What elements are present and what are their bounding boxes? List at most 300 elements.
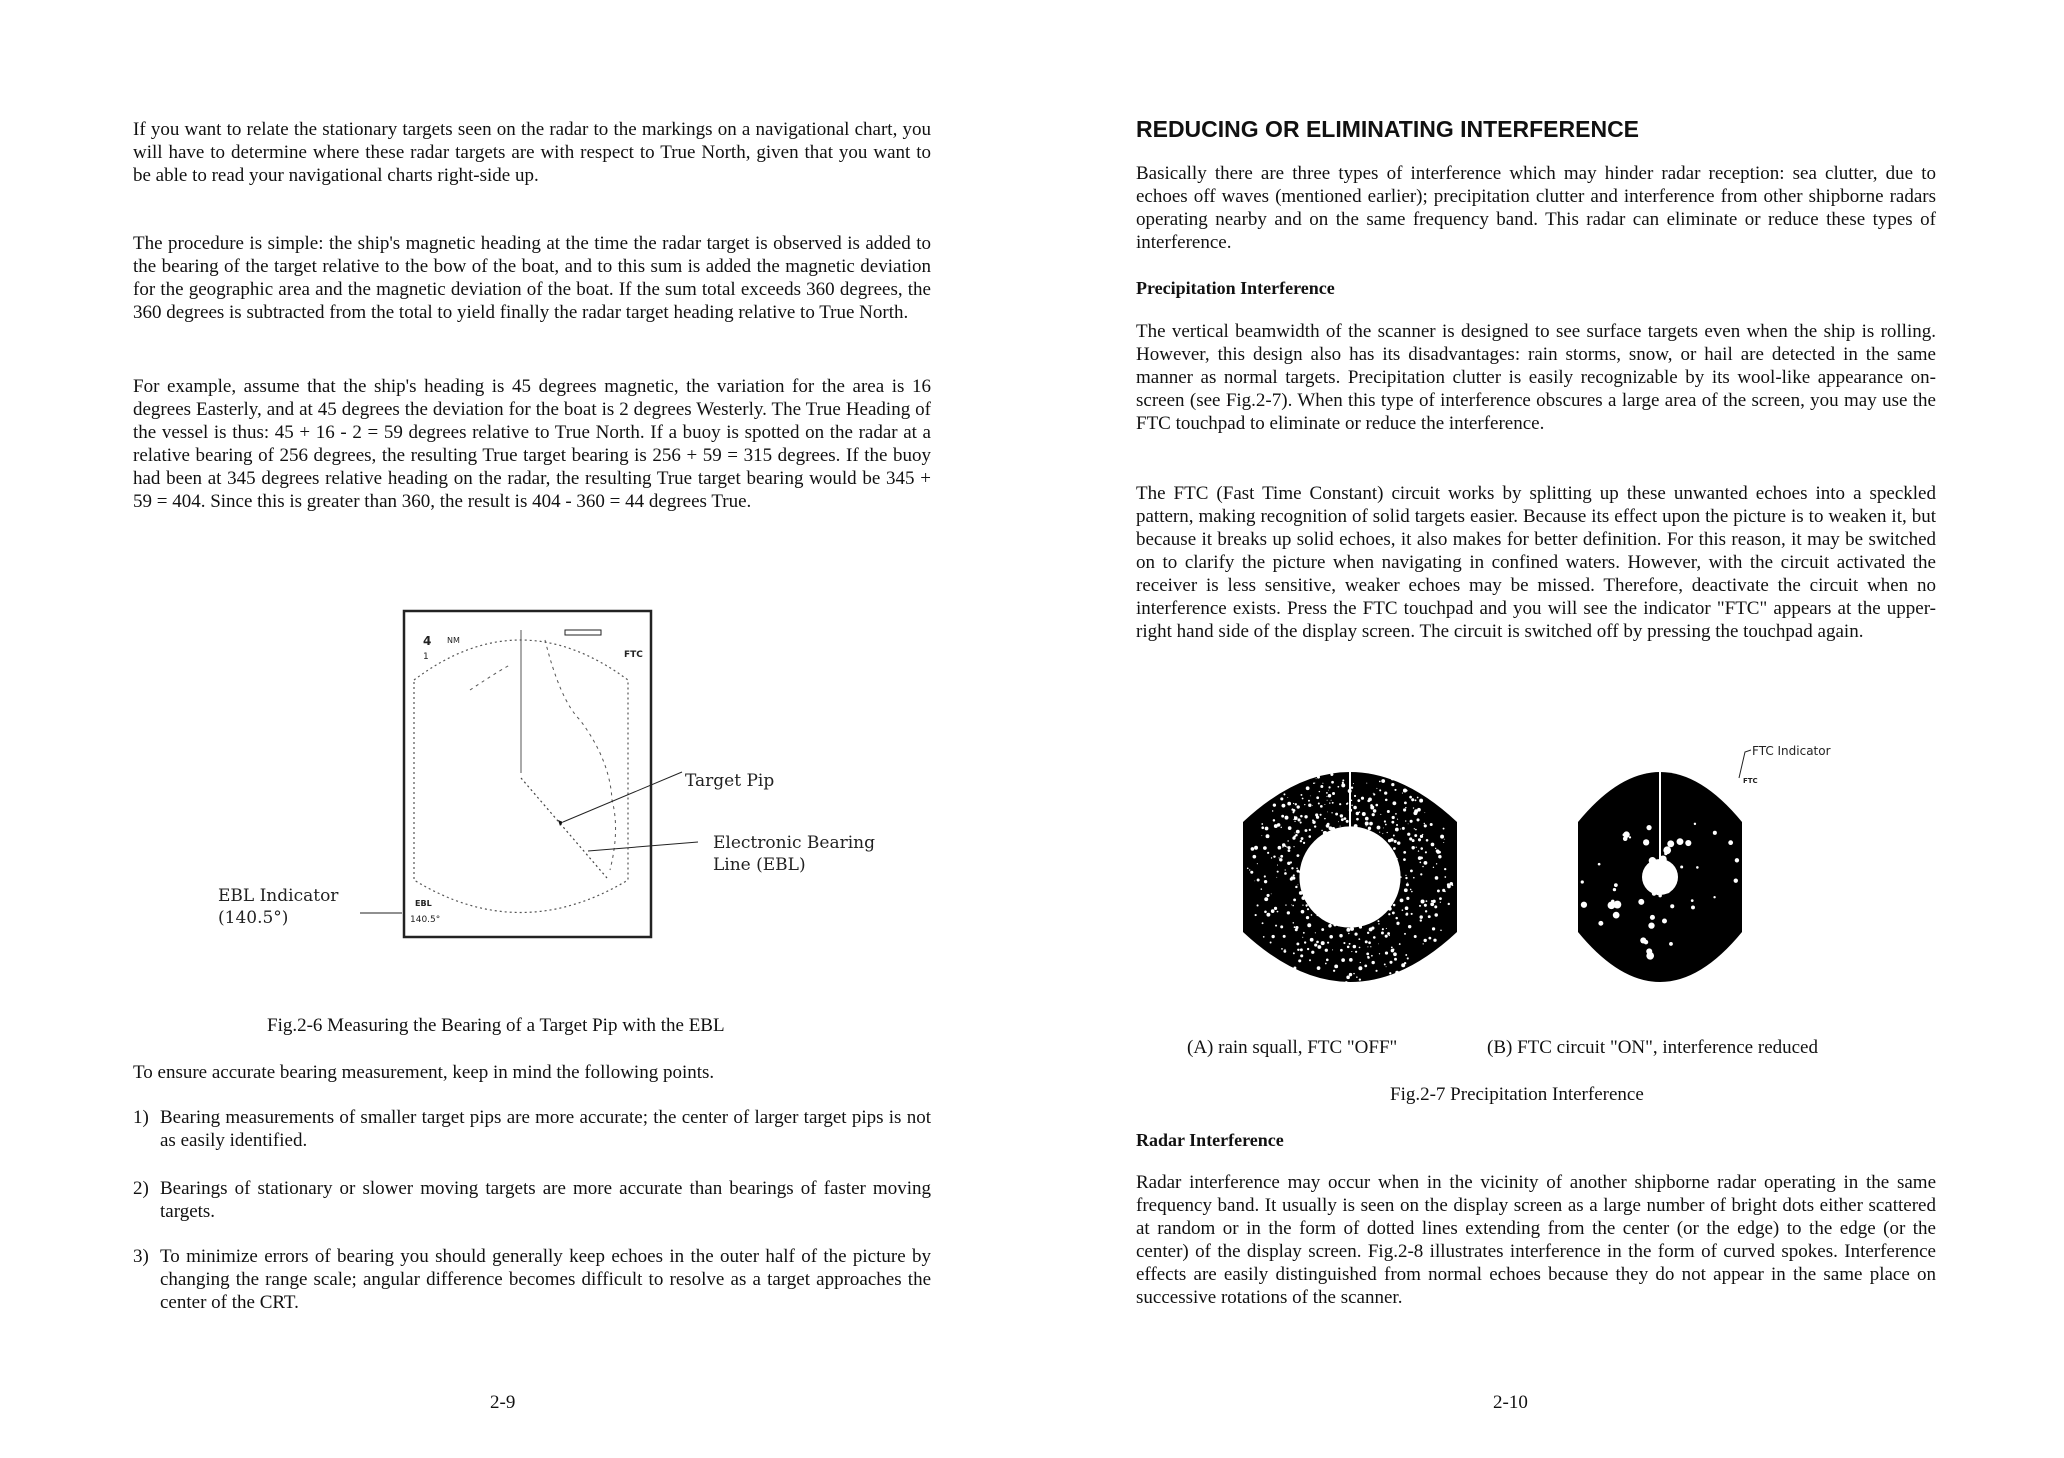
callout-target-pip: Target Pip — [685, 771, 775, 791]
echo-dot — [1302, 905, 1303, 906]
echo-dot — [1598, 921, 1603, 926]
echo-dot — [1270, 941, 1272, 943]
echo-dot — [1285, 816, 1289, 820]
echo-dot — [1412, 839, 1415, 842]
echo-dot — [1341, 818, 1344, 821]
echo-dot — [1337, 786, 1339, 788]
echo-dot — [1395, 917, 1397, 919]
echo-dot — [1282, 843, 1285, 846]
echo-dot — [1287, 797, 1288, 798]
paragraph-procedure: The procedure is simple: the ship's magnetic heading at the time the radar target is observed is added to the bearing of the target relative to the bow of the boat, and to this sum is added the magnetic deviation for the geographic area and the magnetic deviation of the boat. If the sum total exceeds 360 degrees, the 360 degrees is subtracted from the total to yield finally the radar target heading relative to True North. — [133, 233, 931, 323]
echo-dot — [1361, 797, 1364, 800]
echo-dot — [1677, 838, 1684, 845]
echo-dot — [1349, 973, 1352, 976]
echo-dot — [1365, 940, 1368, 943]
echo-dot — [1669, 942, 1673, 946]
echo-dot — [1598, 863, 1601, 866]
echo-dot — [1434, 913, 1437, 916]
echo-dot — [1629, 836, 1631, 838]
echo-dot — [1279, 858, 1282, 861]
echo-dot — [1302, 798, 1304, 800]
echo-dot — [1334, 964, 1338, 968]
echo-dot — [1411, 913, 1413, 915]
ftc-screen-label: FTC — [1743, 777, 1758, 785]
echo-dot — [1380, 814, 1381, 815]
echo-dot — [1283, 793, 1285, 795]
echo-dot — [1402, 909, 1404, 911]
echo-dot — [1418, 850, 1419, 851]
echo-dot — [1381, 932, 1384, 935]
echo-dot — [1415, 799, 1417, 801]
echo-dot — [1713, 896, 1715, 898]
echo-dot — [1399, 943, 1401, 945]
echo-dot — [1327, 942, 1329, 944]
echo-dot — [1300, 794, 1302, 796]
echo-dot — [1301, 837, 1304, 840]
echo-dot — [1365, 821, 1369, 825]
echo-dot — [1264, 880, 1267, 883]
echo-dot — [1309, 829, 1311, 831]
echo-dot — [1691, 899, 1694, 902]
echo-dot — [1410, 889, 1412, 891]
echo-dot — [1282, 804, 1286, 808]
echo-dot — [1447, 885, 1451, 889]
echo-dot — [1393, 847, 1396, 850]
echo-dot — [1309, 979, 1313, 983]
echo-dot — [1377, 826, 1378, 827]
echo-dot — [1291, 867, 1293, 869]
echo-dot — [1271, 893, 1272, 894]
subheading-radar-interference: Radar Interference — [1136, 1130, 1284, 1150]
echo-dot — [1385, 935, 1388, 938]
list-item — [133, 1106, 931, 1152]
echo-dot — [1407, 957, 1409, 959]
echo-dot — [1670, 904, 1674, 908]
echo-dot — [1650, 915, 1655, 920]
echo-dot — [1297, 818, 1300, 821]
echo-dot — [1263, 936, 1265, 938]
echo-dot — [1287, 802, 1291, 806]
list-number: 2) — [133, 1178, 149, 1199]
echo-dot — [1393, 904, 1396, 907]
echo-dot — [1379, 781, 1381, 783]
echo-dot — [1424, 812, 1425, 813]
echo-dot — [1283, 950, 1286, 953]
echo-dot — [1416, 847, 1417, 848]
echo-dot — [1411, 846, 1414, 849]
echo-dot — [1293, 803, 1294, 804]
echo-dot — [1319, 791, 1320, 792]
radar-image-ftc-on — [1570, 752, 1750, 1002]
echo-dot — [1428, 915, 1431, 918]
echo-dot — [1359, 811, 1361, 813]
echo-dot — [1353, 945, 1356, 948]
echo-dot — [1317, 775, 1320, 778]
echo-dot — [1638, 899, 1644, 905]
echo-dot — [1392, 816, 1395, 819]
echo-dot — [1391, 777, 1395, 781]
echo-dot — [1283, 935, 1286, 938]
echo-dot — [1340, 949, 1343, 952]
echo-dot — [1328, 790, 1329, 791]
echo-dot — [1419, 862, 1421, 864]
echo-dot — [1391, 947, 1393, 949]
echo-dot — [1318, 802, 1320, 804]
paragraph-precipitation: The vertical beamwidth of the scanner is designed to see surface targets even when the ship is rolling. However, this design also has its disadvantages: rain storms, snow, or hail are detected in the same manner as normal targets. Precipitation clutter is easily recognizable by its wool-like appearance on-screen (see Fig.2-7). When this type of interference obscures a large area of the screen, you may use the FTC touchpad to eliminate or reduce the interference. — [1136, 321, 1936, 434]
echo-dot — [1332, 792, 1335, 795]
echo-dot — [1364, 964, 1367, 967]
echo-dot — [1294, 926, 1296, 928]
echo-dot — [1371, 961, 1374, 964]
echo-dot — [1385, 771, 1388, 774]
echo-dot — [1272, 810, 1273, 811]
echo-dot — [1280, 855, 1283, 858]
echo-dot — [1341, 767, 1344, 770]
echo-dot — [1271, 935, 1274, 938]
echo-dot — [1294, 821, 1295, 822]
echo-dot — [1293, 874, 1295, 876]
echo-dot — [1271, 857, 1272, 858]
echo-dot — [1293, 952, 1295, 954]
echo-dot — [1266, 913, 1270, 917]
callout-ebl-indicator-line2: (140.5°) — [218, 908, 289, 928]
echo-dot — [1351, 805, 1352, 806]
echo-dot — [1310, 938, 1314, 942]
echo-dot — [1314, 825, 1316, 827]
echo-dot — [1362, 812, 1366, 816]
echo-dot — [1342, 779, 1344, 781]
echo-dot — [1581, 902, 1587, 908]
echo-dot — [1293, 846, 1294, 847]
echo-dot — [1373, 793, 1374, 794]
list-number: 1) — [133, 1107, 149, 1128]
echo-dot — [1315, 932, 1316, 933]
echo-dot — [1249, 869, 1250, 870]
echo-dot — [1375, 970, 1377, 972]
echo-dot — [1391, 949, 1394, 952]
echo-dot — [1300, 821, 1302, 823]
echo-dot — [1264, 875, 1266, 877]
echo-dot — [1325, 963, 1327, 965]
echo-dot — [1402, 793, 1403, 794]
echo-dot — [1300, 840, 1302, 842]
echo-dot — [1273, 819, 1275, 821]
callout-ebl-indicator-line1: EBL Indicator — [218, 886, 339, 906]
echo-dot — [1288, 846, 1291, 849]
echo-dot — [1297, 884, 1298, 885]
list-text: Bearings of stationary or slower moving targets are more accurate than bearings of faster moving targets. — [160, 1178, 931, 1222]
echo-dot — [1303, 842, 1305, 844]
echo-dot — [1367, 956, 1369, 958]
echo-dot — [1351, 787, 1353, 789]
echo-dot — [1368, 981, 1370, 983]
echo-dot — [1287, 840, 1288, 841]
echo-dot — [1346, 820, 1349, 823]
echo-dot — [1340, 814, 1343, 817]
echo-dot — [1294, 816, 1298, 820]
echo-dot — [1387, 832, 1388, 833]
echo-dot — [1389, 972, 1391, 974]
echo-dot — [1312, 819, 1314, 821]
echo-dot — [1347, 946, 1349, 948]
caption-b: (B) FTC circuit "ON", interference reduced — [1487, 1037, 1818, 1058]
echo-dot — [1402, 827, 1405, 830]
echo-dot — [1407, 882, 1408, 883]
echo-dot — [1274, 907, 1277, 910]
echo-dot — [1409, 796, 1412, 799]
echo-dot — [1327, 823, 1330, 826]
echo-dot — [1384, 792, 1387, 795]
echo-dot — [1680, 865, 1683, 868]
echo-dot — [1300, 948, 1303, 951]
echo-dot — [1405, 954, 1407, 956]
echo-dot — [1379, 789, 1381, 791]
echo-dot — [1349, 958, 1353, 962]
echo-dot — [1316, 778, 1317, 779]
echo-dot — [1294, 816, 1295, 817]
echo-dot — [1367, 932, 1369, 934]
echo-dot — [1296, 830, 1300, 834]
echo-dot — [1370, 946, 1371, 947]
echo-dot — [1340, 826, 1341, 827]
echo-dot — [1332, 802, 1334, 804]
echo-dot — [1394, 840, 1397, 843]
echo-dot — [1338, 821, 1339, 822]
paragraph-bearing-intro: To ensure accurate bearing measurement, keep in mind the following points. — [133, 1062, 715, 1083]
echo-dot — [1735, 858, 1739, 862]
echo-dot — [1389, 935, 1390, 936]
echo-dot — [1339, 803, 1341, 805]
echo-dot — [1314, 943, 1317, 946]
echo-dot — [1331, 800, 1332, 801]
echo-dot — [1349, 943, 1351, 945]
echo-dot — [1419, 905, 1421, 907]
echo-dot — [1353, 973, 1354, 974]
echo-dot — [1384, 820, 1386, 822]
echo-dot — [1414, 828, 1415, 829]
echo-dot — [1267, 852, 1269, 854]
echo-dot — [1255, 914, 1257, 916]
echo-dot — [1444, 891, 1445, 892]
echo-dot — [1326, 792, 1328, 794]
echo-dot — [1257, 879, 1260, 882]
echo-dot — [1419, 799, 1423, 803]
echo-dot — [1273, 804, 1276, 807]
echo-dot — [1261, 826, 1264, 829]
echo-dot — [1403, 788, 1407, 792]
echo-dot — [1291, 876, 1293, 878]
echo-dot — [1321, 768, 1325, 772]
echo-dot — [1408, 925, 1411, 928]
echo-dot — [1378, 923, 1379, 924]
echo-dot — [1382, 833, 1383, 834]
echo-dot — [1342, 782, 1344, 784]
echo-dot — [1383, 828, 1384, 829]
echo-dot — [1300, 954, 1303, 957]
list-item — [133, 1245, 931, 1314]
echo-dot — [1379, 832, 1380, 833]
echo-dot — [1296, 867, 1298, 869]
echo-dot — [1261, 888, 1262, 889]
echo-dot — [1282, 846, 1283, 847]
echo-dot — [1264, 897, 1268, 901]
echo-dot — [1328, 794, 1331, 797]
echo-dot — [1356, 818, 1359, 821]
echo-dot — [1444, 876, 1446, 878]
paragraph-example: For example, assume that the ship's heading is 45 degrees magnetic, the variation for the area is 16 degrees Easterly, and at 45 degrees the deviation for the boat is 2 degrees Westerly. The True Heading of the vessel is thus: 45 + 16 - 2 = 59 degrees relative to True North. If a buoy is spotted on the radar at a relative bearing of 256 degrees, the resulting True target bearing is 256 + 59 = 315 degrees. If the buoy had been at 345 degrees relative heading on the radar, the resulting True target bearing would be 345 + 59 = 404. Since this is greater than 360, the result is 404 - 360 = 44 degrees True. — [133, 376, 931, 512]
echo-dot — [1419, 915, 1422, 918]
echo-dot — [1295, 836, 1296, 837]
echo-dot — [1328, 924, 1331, 927]
echo-dot — [1407, 833, 1410, 836]
echo-dot — [1696, 866, 1699, 869]
caption-a: (A) rain squall, FTC "OFF" — [1187, 1037, 1398, 1058]
subheading-precipitation: Precipitation Interference — [1136, 278, 1335, 298]
echo-dot — [1694, 823, 1696, 825]
echo-dot — [1275, 925, 1277, 927]
echo-dot — [1330, 773, 1333, 776]
list-item — [133, 1177, 931, 1223]
echo-dot — [1336, 765, 1337, 766]
echo-dot — [1406, 897, 1409, 900]
echo-dot — [1403, 808, 1406, 811]
echo-dot — [1346, 976, 1350, 980]
echo-dot — [1389, 961, 1392, 964]
echo-dot — [1381, 779, 1385, 783]
echo-dot — [1423, 943, 1424, 944]
echo-dot — [1405, 906, 1409, 910]
echo-dot — [1355, 951, 1357, 953]
echo-dot — [1285, 904, 1286, 905]
echo-dot — [1333, 970, 1335, 972]
echo-dot — [1324, 818, 1325, 819]
echo-dot — [1310, 795, 1311, 796]
echo-dot — [1372, 813, 1375, 816]
echo-dot — [1320, 785, 1323, 788]
echo-dot — [1278, 846, 1282, 850]
echo-dot — [1316, 796, 1319, 799]
echo-dot — [1424, 823, 1425, 824]
echo-dot — [1728, 840, 1733, 845]
figure-caption-2-6: Fig.2-6 Measuring the Bearing of a Target Pip with the EBL — [267, 1015, 725, 1036]
list-number: 3) — [133, 1246, 149, 1267]
echo-dot — [1393, 952, 1397, 956]
echo-dot — [1370, 806, 1374, 810]
echo-dot — [1444, 868, 1446, 870]
list-text: To minimize errors of bearing you should generally keep echoes in the outer half of the picture by changing the range scale; angular difference becomes difficult to resolve as a target approaches the center of the CRT. — [160, 1246, 931, 1313]
echo-dot — [1400, 829, 1401, 830]
echo-dot — [1271, 909, 1275, 913]
echo-dot — [1435, 848, 1436, 849]
echo-dot — [1280, 797, 1283, 800]
echo-dot — [1623, 831, 1630, 838]
echo-dot — [1298, 959, 1301, 962]
echo-dot — [1257, 904, 1259, 906]
echo-dot — [1346, 928, 1350, 932]
echo-dot — [1421, 900, 1425, 904]
echo-dot — [1251, 847, 1255, 851]
echo-dot — [1375, 804, 1378, 807]
echo-dot — [1387, 977, 1391, 981]
echo-dot — [1339, 934, 1342, 937]
echo-dot — [1354, 933, 1357, 936]
echo-dot — [1387, 810, 1390, 813]
echo-dot — [1359, 978, 1361, 980]
echo-dot — [1379, 953, 1380, 954]
echo-dot — [1438, 855, 1441, 858]
echo-dot — [1439, 897, 1442, 900]
echo-dot — [1424, 861, 1428, 865]
echo-dot — [1327, 812, 1328, 813]
echo-dot — [1360, 962, 1361, 963]
echo-dot — [1401, 963, 1405, 967]
echo-dot — [1281, 948, 1283, 950]
echo-dot — [1287, 911, 1290, 914]
echo-dot — [1378, 920, 1380, 922]
callout-ebl-line1: Electronic Bearing — [713, 833, 876, 853]
echo-dot — [1300, 815, 1303, 818]
echo-dot — [1734, 878, 1738, 882]
echo-dot — [1404, 888, 1408, 892]
echo-dot — [1247, 868, 1249, 870]
ftc-readout: FTC — [624, 650, 643, 660]
echo-dot — [1443, 828, 1445, 830]
echo-dot — [1295, 886, 1297, 888]
echo-dot — [1385, 824, 1387, 826]
radar-image-rain-squall — [1235, 752, 1465, 1002]
echo-dot — [1434, 905, 1437, 908]
echo-dot — [1368, 798, 1372, 802]
echo-dot — [1348, 933, 1349, 934]
echo-dot — [1648, 922, 1654, 928]
echo-dot — [1332, 949, 1333, 950]
echo-dot — [1430, 902, 1434, 906]
echo-dot — [1322, 783, 1323, 784]
echo-dot — [1581, 880, 1584, 883]
echo-dot — [1341, 783, 1345, 787]
echo-dot — [1287, 862, 1290, 865]
echo-dot — [1331, 781, 1334, 784]
echo-dot — [1640, 937, 1646, 943]
echo-dot — [1646, 825, 1651, 830]
echo-dot — [1608, 901, 1616, 909]
echo-dot — [1321, 928, 1324, 931]
echo-dot — [1369, 822, 1373, 826]
echo-dot — [1321, 830, 1322, 831]
echo-dot — [1444, 839, 1445, 840]
echo-dot — [1361, 770, 1363, 772]
echo-dot — [1371, 955, 1373, 957]
echo-dot — [1335, 813, 1338, 816]
echo-dot — [1298, 854, 1299, 855]
paragraph-true-north: If you want to relate the stationary targets seen on the radar to the markings on a navigational chart, you will have to determine where these radar targets are with respect to True North, given that you want to be able to read your navigational charts right-side up. — [133, 119, 931, 186]
echo-dot — [1365, 817, 1369, 821]
echo-dot — [1355, 984, 1359, 988]
echo-dot — [1297, 805, 1300, 808]
echo-dot — [1404, 933, 1406, 935]
echo-dot — [1278, 857, 1279, 858]
echo-dot — [1417, 818, 1420, 821]
echo-dot — [1277, 871, 1279, 873]
echo-dot — [1663, 846, 1671, 854]
echo-dot — [1295, 928, 1298, 931]
echo-dot — [1316, 941, 1319, 944]
echo-dot — [1308, 804, 1311, 807]
echo-dot — [1395, 971, 1399, 975]
echo-dot — [1358, 938, 1360, 940]
echo-dot — [1418, 838, 1421, 841]
echo-dot — [1404, 801, 1407, 804]
